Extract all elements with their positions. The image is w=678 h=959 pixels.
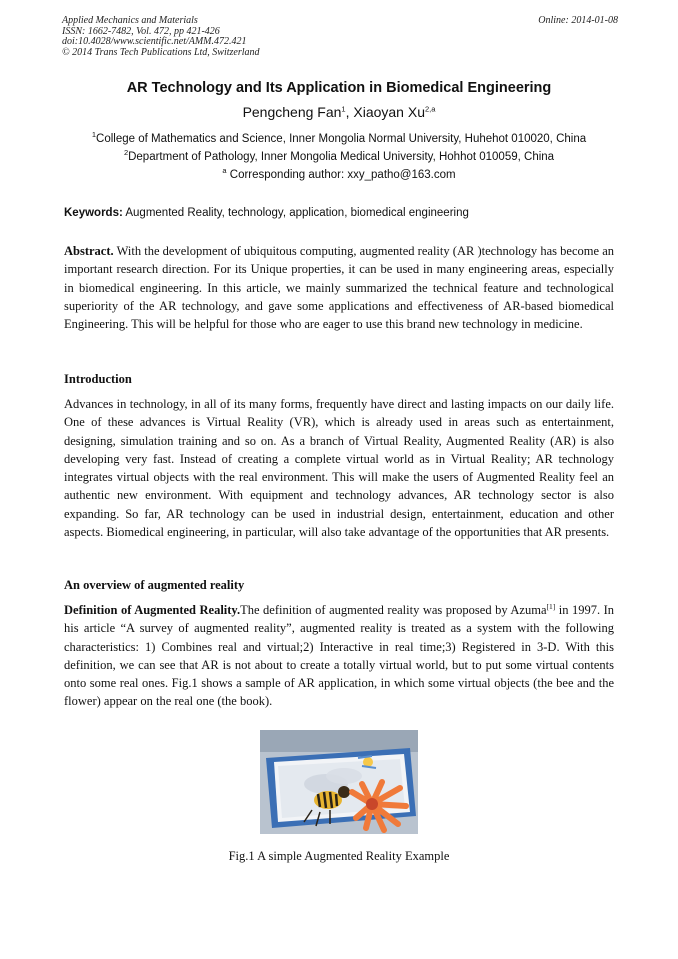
online-date: Online: 2014-01-08 (538, 15, 618, 26)
journal-copyright: © 2014 Trans Tech Publications Ltd, Switzerland (62, 46, 260, 58)
introduction-paragraph: Advances in technology, in all of its many forms, frequently have direct and lasting impacts on our daily life. One of these advances is Virtual Reality (VR), which is already used in areas such as entertainment, designing, simulation training and so on. As a branch of Virtual Reality, Augmented Reality (AR) is also developing very fast. Instead of creating a complete virtual world as in Virtual Reality; AR technology integrates virtual objects with the real environment. This will make the users of Augmented Reality feel an authentic new environment. With equipment and technology advances, AR technology sector is also expanding. So far, AR technology can be used in industrial design, entertainment, education and other aspects. Biomedical engineering, in particular, will also take advantage of the opportunities that AR presents. (64, 397, 614, 540)
author-name: Pengcheng Fan (242, 104, 342, 120)
flower-center (366, 798, 378, 810)
definition-text-1: The definition of augmented reality was proposed by Azuma (240, 603, 547, 617)
journal-doi: doi:10.4028/www.scientific.net/AMM.472.421 (62, 36, 247, 47)
affiliation-mark: a (222, 166, 227, 176)
journal-issn: ISSN: 1662-7482, Vol. 472, pp 421-426 (62, 25, 220, 37)
author-name: Xiaoyan Xu (353, 104, 425, 120)
definition-paragraph (64, 601, 614, 711)
affiliation-text: College of Mathematics and Science, Inner Mongolia Normal University, Huhehot 010020, China (96, 133, 587, 145)
ar-example-image (260, 730, 418, 834)
journal-header (62, 16, 618, 58)
affiliation-text: Corresponding author: xxy_patho@163.com (226, 169, 456, 181)
figure-caption: Fig.1 A simple Augmented Reality Example (228, 849, 450, 863)
author-line (62, 104, 616, 120)
bee-wing-right (326, 768, 362, 784)
affiliation-mark: 1 (91, 130, 97, 140)
section-heading-overview: An overview of augmented reality (64, 578, 245, 592)
abstract (64, 242, 614, 333)
bee-head (338, 786, 350, 798)
affiliation-text: Department of Pathology, Inner Mongolia Medical University, Hohhot 010059, China (128, 151, 555, 163)
author-affil-mark: 2,a (424, 104, 436, 114)
author-affil-mark: 1 (341, 104, 346, 114)
definition-text-2: in 1997. In his article “A survey of augmented reality”, augmented reality is treated as a system with the following characteristics: 1) Combines real and virtual;2) Interactive in real time;3) Registered in 3-D. With this definition, we can see that AR is not about to create a totally virtual world, but to put some virtual contents onto some real ones. Fig.1 shows a sample of AR application, in which some virtual objects (the bee and the flower) appear on the real one (the book). (64, 603, 615, 709)
keywords-text: Augmented Reality, technology, application, biomedical engineering (122, 207, 469, 219)
abstract-text: With the development of ubiquitous computing, augmented reality (AR )technology has become an important research direction. For its Unique properties, it can be used in many engineering areas, especially in biomedical engineering. In this article, we mainly summarized the technical feature and technological superiority of the AR technology, and gave some applications and effectiveness of AR-based biomedical Engineering. This will be helpful for those who are eager to use this brand new technology in medicine. (64, 244, 614, 332)
author-separator: , (345, 104, 354, 120)
citation-ref: [1] (546, 601, 556, 611)
section-heading-introduction: Introduction (64, 372, 132, 386)
affiliation-2 (62, 148, 616, 163)
keywords (64, 207, 616, 219)
keywords-label: Keywords: (64, 207, 123, 219)
affiliation-mark: 2 (123, 148, 129, 158)
corresponding-author (62, 166, 616, 181)
definition-label: Definition of Augmented Reality. (64, 603, 241, 617)
abstract-label: Abstract. (64, 244, 114, 258)
paper-title: AR Technology and Its Application in Biomedical Engineering (126, 80, 552, 96)
journal-name: Applied Mechanics and Materials (62, 15, 198, 26)
ar-example-figure (260, 730, 418, 834)
affiliation-1 (62, 130, 616, 145)
background-top (260, 730, 418, 752)
